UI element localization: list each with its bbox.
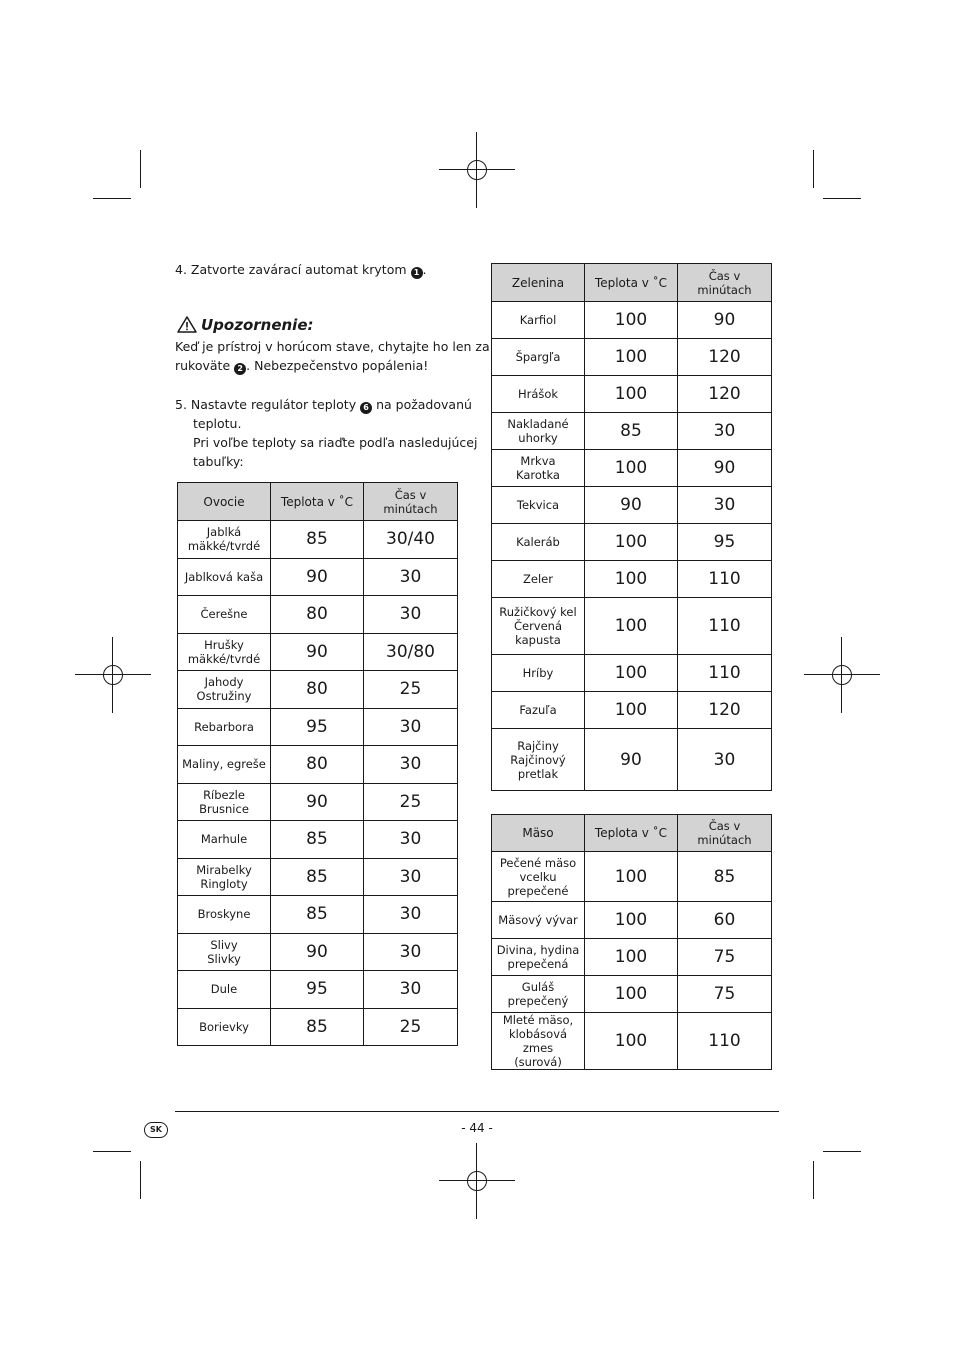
time-cell: 25 (364, 671, 458, 709)
table-row (492, 376, 772, 413)
time-cell: 30 (364, 596, 458, 634)
temperature-cell: 100 (585, 655, 678, 692)
item-name-cell: Mirabelky Ringloty (178, 858, 271, 896)
time-cell: 25 (364, 783, 458, 821)
table-row (178, 933, 458, 971)
table-row (492, 339, 772, 376)
col-header-time: Čas v minútach (364, 483, 458, 521)
temperature-cell: 80 (271, 596, 364, 634)
temperature-cell: 100 (585, 302, 678, 339)
col-header-temperature: Teplota v ˚C (585, 264, 678, 302)
item-name-cell: Broskyne (178, 896, 271, 934)
item-name-cell: Rebarbora (178, 708, 271, 746)
temperature-cell: 90 (271, 783, 364, 821)
table-row (492, 302, 772, 339)
temperature-cell: 100 (585, 852, 678, 902)
ref-number-icon: 1 (411, 267, 423, 279)
item-name-cell: Mäsový vývar (492, 902, 585, 939)
table-row (492, 655, 772, 692)
item-name-cell: Zeler (492, 561, 585, 598)
table-row (178, 671, 458, 709)
time-cell: 30 (364, 821, 458, 859)
item-name-cell: Tekvica (492, 487, 585, 524)
time-cell: 30 (364, 971, 458, 1009)
time-cell: 110 (678, 655, 772, 692)
item-name-cell: Mleté mäso, klobásová zmes (surová) (492, 1013, 585, 1070)
registration-mark-icon (824, 657, 860, 693)
step-5-line-1-end: na požadovanú (376, 397, 472, 412)
temperature-cell: 90 (585, 729, 678, 791)
time-cell: 30 (364, 896, 458, 934)
item-name-cell: Rajčiny Rajčinový pretlak (492, 729, 585, 791)
temperature-cell: 100 (585, 692, 678, 729)
temperature-cell: 85 (271, 858, 364, 896)
crop-mark (93, 198, 131, 199)
warning-line-2-start: rukoväte (175, 358, 231, 373)
time-cell: 85 (678, 852, 772, 902)
temperature-cell: 80 (271, 746, 364, 784)
warning-title (177, 316, 314, 335)
time-cell: 110 (678, 598, 772, 655)
registration-mark-icon (95, 657, 131, 693)
table-row (492, 598, 772, 655)
temperature-cell: 85 (271, 821, 364, 859)
item-name-cell: Guláš prepečený (492, 976, 585, 1013)
time-cell: 30 (364, 858, 458, 896)
table-row (178, 821, 458, 859)
registration-mark-icon (459, 152, 495, 188)
table-row (492, 852, 772, 902)
time-cell: 30/40 (364, 521, 458, 559)
table-row (492, 729, 772, 791)
time-cell: 30/80 (364, 633, 458, 671)
temperature-cell: 100 (585, 524, 678, 561)
col-header-temperature: Teplota v ˚C (585, 815, 678, 852)
time-cell: 120 (678, 692, 772, 729)
table-row (492, 524, 772, 561)
ref-number-icon: 6 (360, 402, 372, 414)
time-cell: 90 (678, 302, 772, 339)
table-row (492, 939, 772, 976)
item-name-cell: Jablková kaša (178, 558, 271, 596)
item-name-cell: Čerešne (178, 596, 271, 634)
footer-divider (175, 1111, 779, 1112)
time-cell: 60 (678, 902, 772, 939)
temperature-cell: 95 (271, 708, 364, 746)
time-cell: 95 (678, 524, 772, 561)
table-row (178, 746, 458, 784)
table-row (178, 596, 458, 634)
time-cell: 75 (678, 939, 772, 976)
item-name-cell: Hríby (492, 655, 585, 692)
fruit-table (177, 482, 458, 1046)
time-cell: 25 (364, 1008, 458, 1046)
time-cell: 120 (678, 376, 772, 413)
table-row (492, 487, 772, 524)
crop-mark (813, 1161, 814, 1199)
time-cell: 30 (364, 933, 458, 971)
time-cell: 75 (678, 976, 772, 1013)
temperature-cell: 85 (271, 896, 364, 934)
time-cell: 90 (678, 450, 772, 487)
temperature-cell: 90 (585, 487, 678, 524)
temperature-cell: 90 (271, 633, 364, 671)
temperature-cell: 100 (585, 450, 678, 487)
table-row (492, 902, 772, 939)
temperature-cell: 85 (585, 413, 678, 450)
warning-line-2 (175, 356, 428, 375)
temperature-cell: 90 (271, 933, 364, 971)
temperature-cell: 95 (271, 971, 364, 1009)
table-row (492, 976, 772, 1013)
temperature-cell: 90 (271, 558, 364, 596)
temperature-cell: 100 (585, 339, 678, 376)
time-cell: 30 (678, 487, 772, 524)
temperature-cell: 100 (585, 561, 678, 598)
table-row (492, 1013, 772, 1070)
crop-mark (93, 1151, 131, 1152)
temperature-cell: 85 (271, 1008, 364, 1046)
step-4-end: . (422, 262, 427, 277)
item-name-cell: Divina, hydina prepečená (492, 939, 585, 976)
item-name-cell: Pečené mäso vcelku prepečené (492, 852, 585, 902)
temperature-cell: 100 (585, 598, 678, 655)
item-name-cell: Maliny, egreše (178, 746, 271, 784)
time-cell: 110 (678, 1013, 772, 1070)
col-header-meat: Mäso (492, 815, 585, 852)
item-name-cell: Ríbezle Brusnice (178, 783, 271, 821)
col-header-time: Čas v minútach (678, 815, 772, 852)
step-4-text: 4. Zatvorte zavárací automat krytom (175, 262, 407, 277)
item-name-cell: Dule (178, 971, 271, 1009)
language-badge: SK (144, 1122, 168, 1138)
temperature-cell: 100 (585, 939, 678, 976)
time-cell: 30 (678, 413, 772, 450)
item-name-cell: Hrušky mäkké/tvrdé (178, 633, 271, 671)
item-name-cell: Marhule (178, 821, 271, 859)
crop-mark (823, 1151, 861, 1152)
temperature-cell: 100 (585, 1013, 678, 1070)
step-5-line-1 (175, 395, 472, 414)
crop-mark (140, 150, 141, 188)
table-row (178, 633, 458, 671)
item-name-cell: Fazuľa (492, 692, 585, 729)
item-name-cell: Jahody Ostružiny (178, 671, 271, 709)
step-5-line-1-start: 5. Nastavte regulátor teploty (175, 397, 357, 412)
item-name-cell: Hrášok (492, 376, 585, 413)
crop-mark (823, 198, 861, 199)
item-name-cell: Ružičkový kel Červená kapusta (492, 598, 585, 655)
table-row (492, 450, 772, 487)
crop-mark (140, 1161, 141, 1199)
time-cell: 30 (364, 708, 458, 746)
table-row (492, 561, 772, 598)
table-row (178, 858, 458, 896)
table-row (178, 558, 458, 596)
meat-table (491, 814, 772, 1070)
step-5-line-4: tabuľky: (193, 454, 244, 469)
time-cell: 30 (364, 558, 458, 596)
col-header-fruit: Ovocie (178, 483, 271, 521)
time-cell: 30 (364, 746, 458, 784)
temperature-cell: 100 (585, 976, 678, 1013)
warning-heading: Upozornenie (200, 316, 308, 334)
temperature-cell: 100 (585, 902, 678, 939)
warning-line-1: Keď je prístroj v horúcom stave, chytajte ho len za (175, 339, 490, 354)
col-header-temperature: Teplota v ˚C (271, 483, 364, 521)
time-cell: 30 (678, 729, 772, 791)
table-row (178, 971, 458, 1009)
col-header-time: Čas v minútach (678, 264, 772, 302)
step-4 (175, 260, 426, 279)
item-name-cell: Nakladané uhorky (492, 413, 585, 450)
time-cell: 120 (678, 339, 772, 376)
step-5-line-2: teplotu. (193, 416, 242, 431)
table-row (178, 896, 458, 934)
table-row (178, 521, 458, 559)
item-name-cell: Slivy Slivky (178, 933, 271, 971)
item-name-cell: Kaleráb (492, 524, 585, 561)
item-name-cell: Borievky (178, 1008, 271, 1046)
vegetable-table (491, 263, 772, 791)
crop-mark (813, 150, 814, 188)
table-row (178, 783, 458, 821)
item-name-cell: Karfiol (492, 302, 585, 339)
table-row (492, 413, 772, 450)
registration-mark-icon (459, 1163, 495, 1199)
table-row (178, 708, 458, 746)
warning-heading-end: : (307, 316, 314, 334)
time-cell: 110 (678, 561, 772, 598)
page-number: - 44 - (461, 1121, 493, 1135)
ref-number-icon: 2 (234, 363, 246, 375)
temperature-cell: 80 (271, 671, 364, 709)
warning-triangle-icon (177, 316, 197, 333)
item-name-cell: Mrkva Karotka (492, 450, 585, 487)
temperature-cell: 85 (271, 521, 364, 559)
table-row (178, 1008, 458, 1046)
item-name-cell: Špargľa (492, 339, 585, 376)
col-header-vegetable: Zelenina (492, 264, 585, 302)
item-name-cell: Jablká mäkké/tvrdé (178, 521, 271, 559)
warning-line-2-end: . Nebezpečenstvo popálenia! (246, 358, 429, 373)
temperature-cell: 100 (585, 376, 678, 413)
table-row (492, 692, 772, 729)
step-5-line-3: Pri voľbe teploty sa riaďte podľa nasledujúcej (193, 435, 478, 450)
